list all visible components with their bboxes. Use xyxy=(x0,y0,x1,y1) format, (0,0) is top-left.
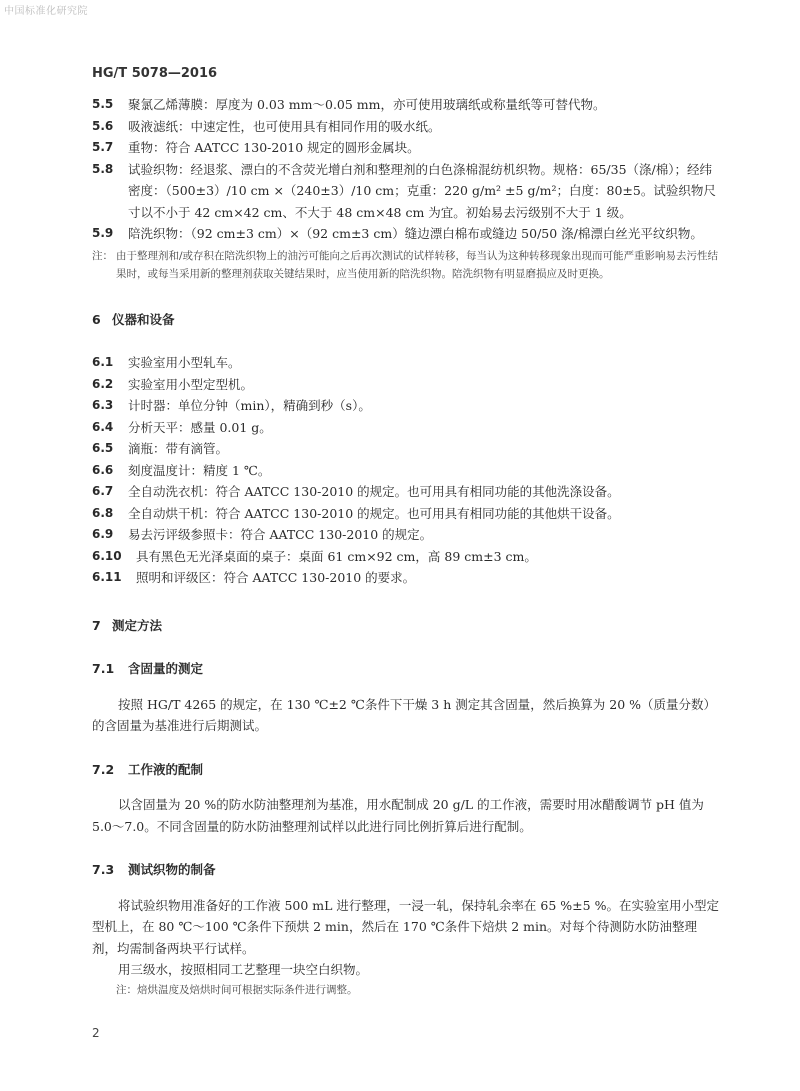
item-text: 滴瓶：带有滴管。 xyxy=(128,441,229,456)
subsection-title: 测试织物的制备 xyxy=(128,862,216,877)
item-text: 分析天平：感量 0.01 g。 xyxy=(128,419,272,435)
list-item xyxy=(92,546,722,568)
item-text: 刻度温度计：精度 1 ℃。 xyxy=(128,462,271,478)
note-block xyxy=(92,247,722,283)
subsection-number: 7.1 xyxy=(92,661,115,676)
item-text: 陪洗织物：（92 cm±3 cm）×（92 cm±3 cm）缝边漂白棉布或缝边 50/50 涤/棉漂白丝光平纹织物。 xyxy=(128,226,703,241)
list-item xyxy=(92,567,722,589)
item-number: 6.2 xyxy=(92,376,114,391)
note-text: 由于整理剂和/或存积在陪洗织物上的油污可能向之后再次测试的试样转移，每当认为这种转移现象出现而可能严重影响易去污性结果时，或每当采用新的整理剂获取关键结果时，应当使用新的陪洗织物。陪洗织物有明显磨损应及时更换。 xyxy=(116,249,719,280)
subsection-heading xyxy=(92,658,722,680)
page-content xyxy=(92,94,722,999)
list-item xyxy=(92,137,722,159)
list-item xyxy=(92,417,722,439)
top-watermark: 中国标准化研究院 xyxy=(4,6,88,17)
item-number: 5.5 xyxy=(92,97,114,111)
item-text: 试验织物：经退浆、漂白的不含荧光增白剂和整理剂的白色涤棉混纺机织物。规格：65/35（涤/棉）；经纬密度：（500±3）/10 cm ×（240±3）/10 cm；克重：220 g/m² ±5 g/m²；白度：80±5。试验织物尺寸以不小于 42 cm×42 cm、不大于 48 cm×48 cm 为宜。初始易去污级别不大于 1 级。 xyxy=(128,161,716,220)
paragraph: 按照 HG/T 4265 的规定，在 130 ℃±2 ℃条件下干燥 3 h 测定其含固量，然后换算为 20 %（质量分数）的含固量为基准进行后期测试。 xyxy=(92,696,716,733)
item-number: 6.3 xyxy=(92,398,114,412)
chapter-number: 6 xyxy=(92,311,101,327)
list-item xyxy=(92,223,722,245)
paragraph: 以含固量为 20 %的防水防油整理剂为基准，用水配制成 20 g/L 的工作液，需要时用冰醋酸调节 pH 值为 5.0～7.0。不同含固量的防水防油整理剂试样以此进行同比例折算后进行配制。 xyxy=(92,797,704,834)
item-number: 6.9 xyxy=(92,527,114,541)
document-header: HG/T 5078—2016 xyxy=(92,66,218,81)
list-item xyxy=(92,481,722,503)
item-text: 易去污评级参照卡：符合 AATCC 130-2010 的规定。 xyxy=(128,527,433,542)
item-text: 聚氯乙烯薄膜：厚度为 0.03 mm～0.05 mm，亦可使用玻璃纸或称量纸等可替代物。 xyxy=(128,97,606,112)
item-number: 6.10 xyxy=(92,548,122,563)
item-text: 全自动洗衣机：符合 AATCC 130-2010 的规定。也可用具有相同功能的其他洗涤设备。 xyxy=(128,484,620,499)
item-number: 6.5 xyxy=(92,441,114,455)
item-number: 6.4 xyxy=(92,419,114,434)
item-text: 实验室用小型定型机。 xyxy=(128,376,254,392)
item-text: 实验室用小型轧车。 xyxy=(128,355,241,370)
list-item xyxy=(92,438,722,460)
list-item xyxy=(92,374,722,396)
list-item xyxy=(92,395,722,417)
note-label: 注： xyxy=(92,249,113,262)
list-item xyxy=(92,460,722,482)
item-text: 具有黑色无光泽桌面的桌子：桌面 61 cm×92 cm，高 89 cm±3 cm。 xyxy=(136,548,537,564)
item-number: 6.11 xyxy=(92,570,122,584)
list-item xyxy=(92,159,722,224)
item-number: 6.1 xyxy=(92,355,114,369)
subsection-number: 7.3 xyxy=(92,862,115,877)
chapter-title: 仪器和设备 xyxy=(112,311,175,327)
subsection-title: 工作液的配制 xyxy=(128,761,204,777)
item-number: 5.9 xyxy=(92,226,114,240)
item-text: 全自动烘干机：符合 AATCC 130-2010 的规定。也可用具有相同功能的其他烘干设备。 xyxy=(128,505,620,521)
item-text: 吸液滤纸：中速定性，也可使用具有相同作用的吸水纸。 xyxy=(128,118,441,134)
subsection-heading xyxy=(92,759,722,781)
list-item xyxy=(92,503,722,525)
note-block: 注：焙烘温度及焙烘时间可根据实际条件进行调整。 xyxy=(116,983,358,996)
item-text: 重物：符合 AATCC 130-2010 规定的圆形金属块。 xyxy=(128,140,420,155)
subsection-number: 7.2 xyxy=(92,761,115,777)
subsection-title: 含固量的测定 xyxy=(128,661,204,676)
item-number: 5.6 xyxy=(92,118,114,133)
list-item xyxy=(92,352,722,374)
item-number: 6.6 xyxy=(92,462,114,477)
section-6-items xyxy=(92,352,722,589)
list-item xyxy=(92,116,722,138)
item-text: 计时器：单位分钟（min），精确到秒（s）。 xyxy=(128,398,371,413)
chapter-title: 测定方法 xyxy=(112,617,163,633)
item-text: 照明和评级区：符合 AATCC 130-2010 的要求。 xyxy=(136,570,416,585)
paragraph: 用三级水，按照相同工艺整理一块空白织物。 xyxy=(118,962,369,977)
item-number: 6.7 xyxy=(92,484,114,498)
chapter-heading xyxy=(92,615,722,637)
list-item xyxy=(92,94,722,116)
item-number: 6.8 xyxy=(92,505,114,520)
paragraph: 将试验织物用准备好的工作液 500 mL 进行整理，一浸一轧，保持轧余率在 65 %±5 %。在实验室用小型定型机上，在 80 ℃～100 ℃条件下预烘 2 min，然后在 170 ℃条件下焙烘 2 min。对每个待测防水防油整理剂，均需制备两块平行试样。 xyxy=(92,897,719,956)
subsection-heading xyxy=(92,859,722,881)
chapter-heading xyxy=(92,309,722,331)
chapter-number: 7 xyxy=(92,617,101,633)
item-number: 5.7 xyxy=(92,140,114,154)
item-number: 5.8 xyxy=(92,161,114,176)
section-5-items xyxy=(92,94,722,245)
page-number: 2 xyxy=(92,1026,100,1040)
list-item xyxy=(92,524,722,546)
